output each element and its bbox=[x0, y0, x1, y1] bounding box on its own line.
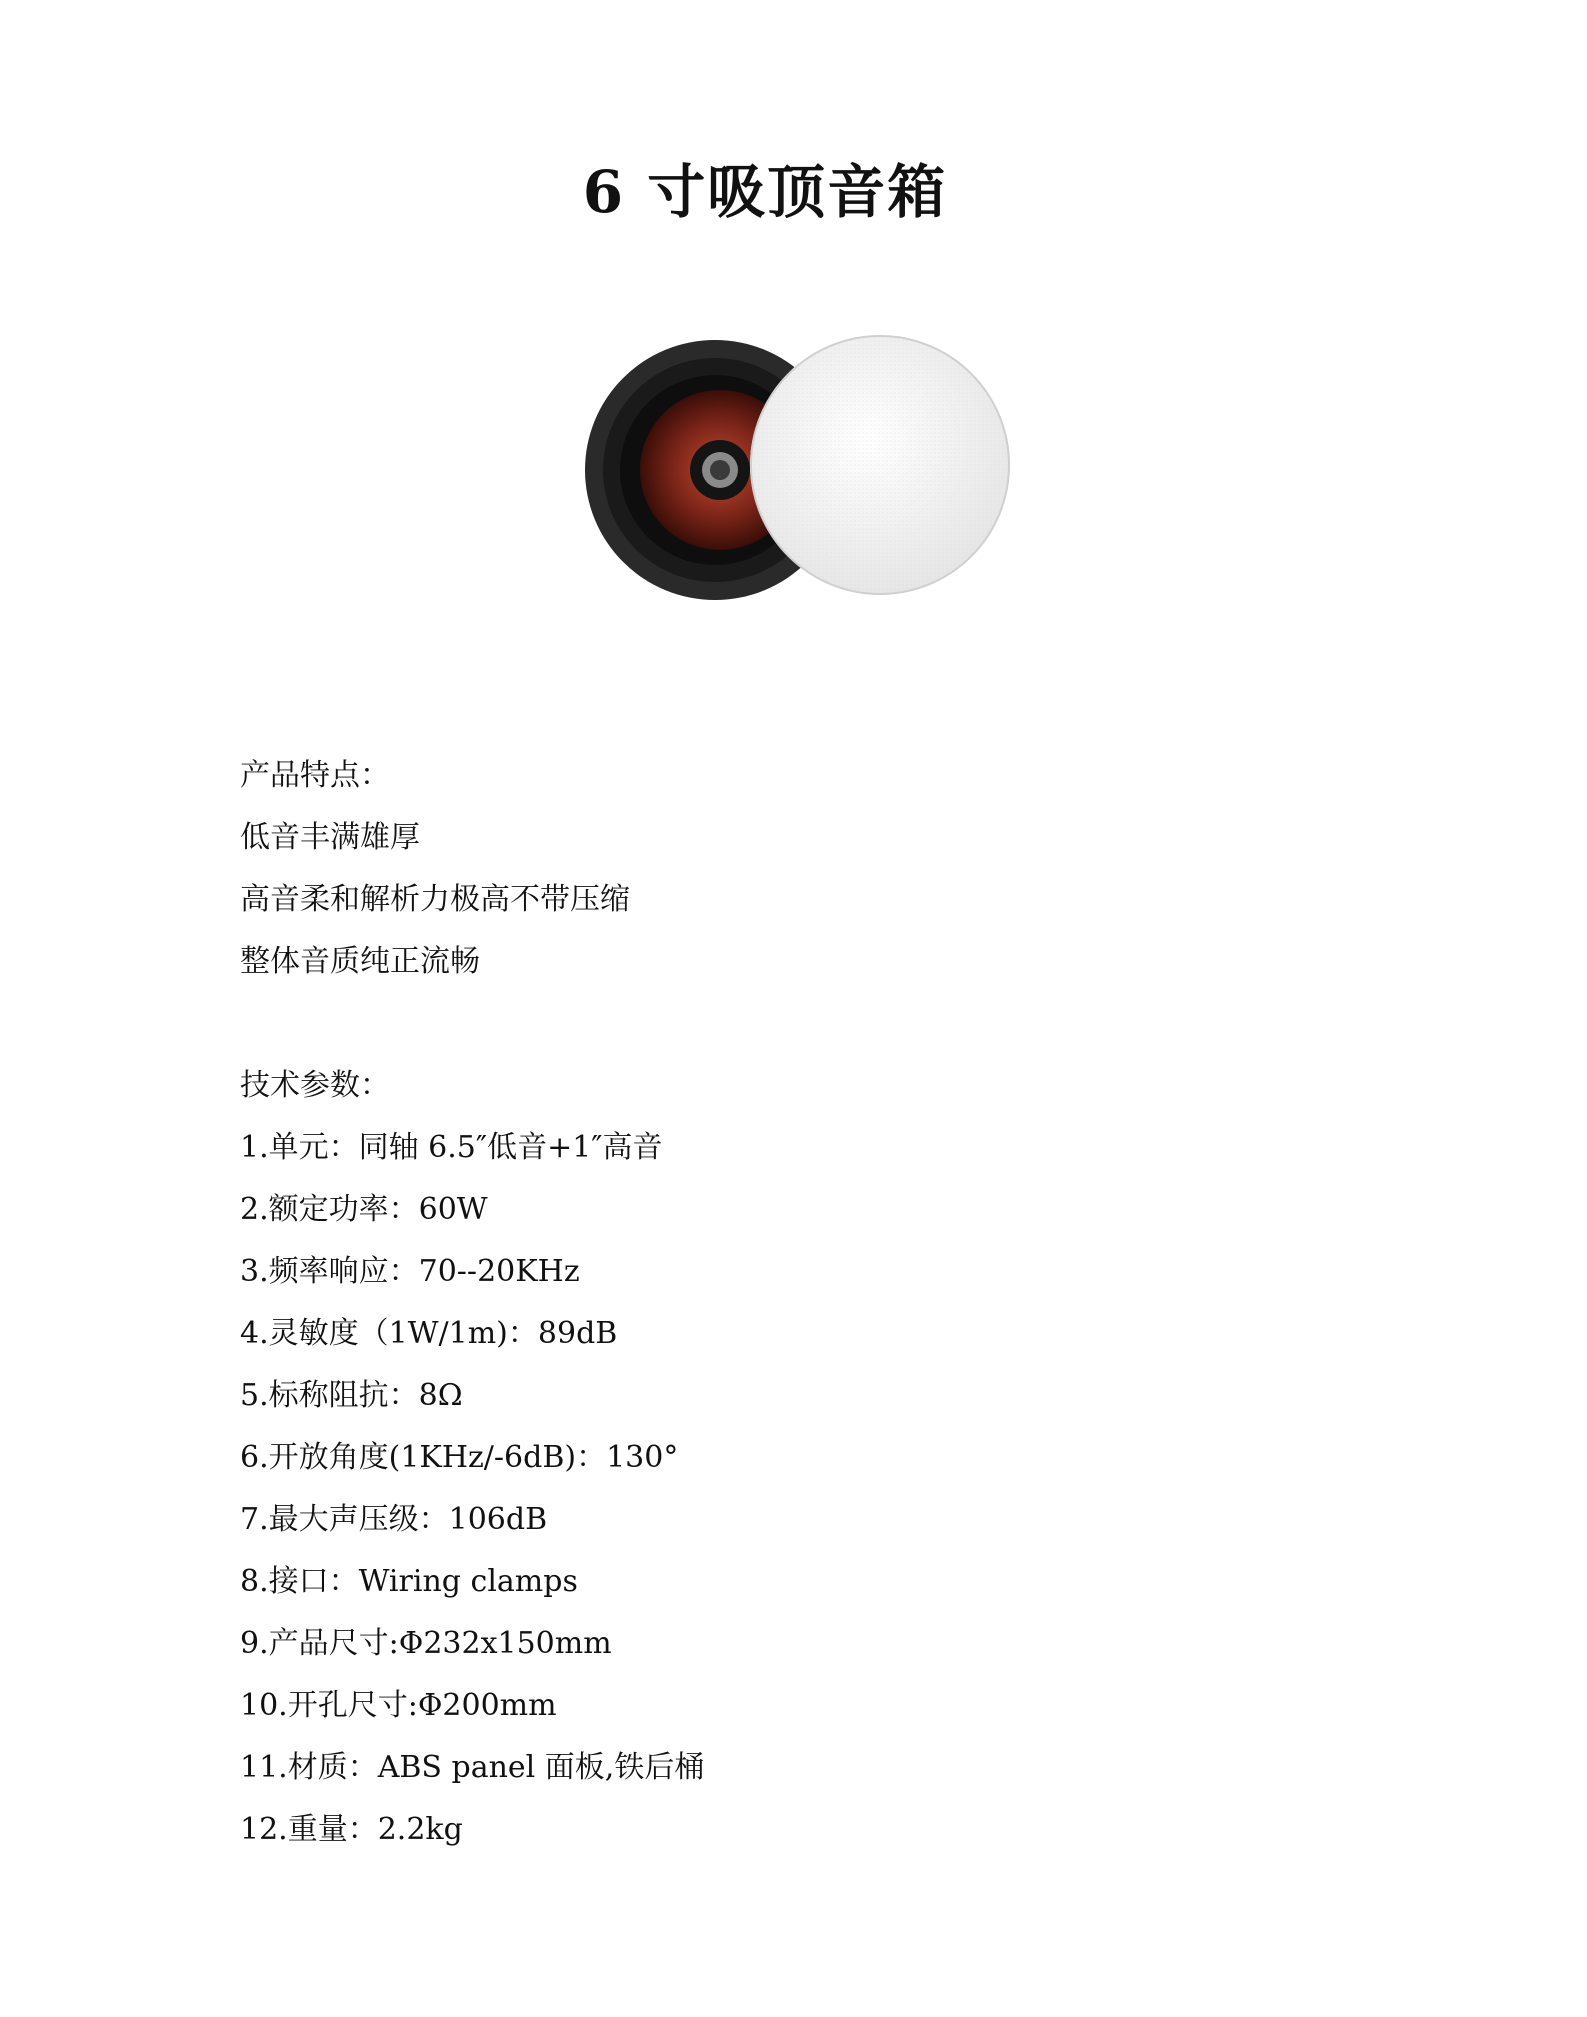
speaker-grille bbox=[750, 335, 1010, 595]
feature-item: 高音柔和解析力极高不带压缩 bbox=[240, 882, 630, 917]
feature-item: 低音丰满雄厚 bbox=[240, 820, 420, 855]
features-section bbox=[240, 745, 630, 993]
spec-item: 1.单元：同轴 6.5″低音+1″高音 bbox=[240, 1130, 663, 1165]
spec-item: 10.开孔尺寸:Φ200mm bbox=[240, 1688, 557, 1723]
spec-item: 9.产品尺寸:Φ232x150mm bbox=[240, 1626, 612, 1661]
spec-item: 12.重量：2.2kg bbox=[240, 1812, 463, 1847]
specs-section bbox=[240, 1055, 704, 1861]
features-heading: 产品特点： bbox=[240, 758, 390, 793]
spec-item: 6.开放角度(1KHz/-6dB)：130° bbox=[240, 1440, 679, 1475]
ceiling-speaker-image bbox=[585, 335, 1015, 615]
page-title: 6 寸吸顶音箱 bbox=[582, 158, 948, 226]
spec-item: 11.材质：ABS panel 面板,铁后桶 bbox=[240, 1750, 705, 1785]
spec-item: 2.额定功率：60W bbox=[240, 1192, 488, 1227]
specs-heading: 技术参数： bbox=[240, 1068, 390, 1103]
spec-item: 7.最大声压级：106dB bbox=[240, 1502, 548, 1537]
feature-item: 整体音质纯正流畅 bbox=[240, 944, 480, 979]
spec-item: 3.频率响应：70--20KHz bbox=[240, 1254, 580, 1289]
spec-item: 8.接口：Wiring clamps bbox=[240, 1564, 578, 1599]
spec-item: 4.灵敏度（1W/1m)：89dB bbox=[240, 1316, 618, 1351]
spec-item: 5.标称阻抗：8Ω bbox=[240, 1378, 463, 1413]
